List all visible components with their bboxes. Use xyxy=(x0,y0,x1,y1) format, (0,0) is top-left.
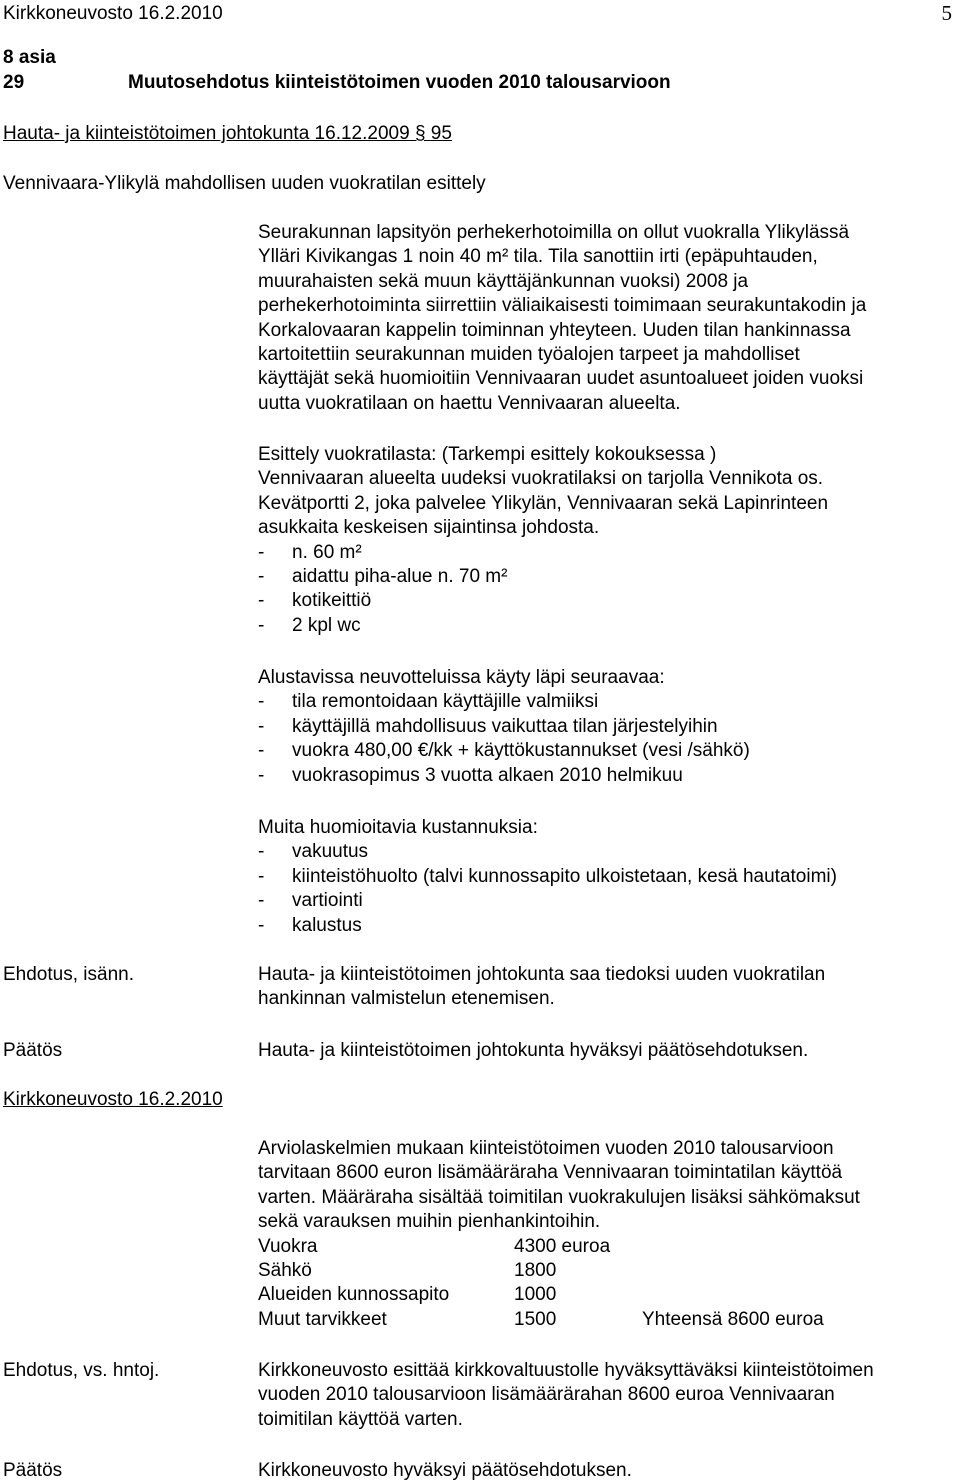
negotiation-item: - tila remontoidaan käyttäjille valmiiksi xyxy=(258,691,599,713)
budget-row: Alueiden kunnossapito 1000 xyxy=(258,1284,557,1306)
proposal2-text: Kirkkoneuvosto esittää kirkkovaltuustolle hyväksyttäväksi kiinteistötoimen vuoden 2010 talousarvioon lisämäärärahan 8600 euroa Vennivaaran toimitilan käyttöä varten. xyxy=(258,1360,874,1430)
subject-heading: Vennivaara-Ylikylä mahdollisen uuden vuokratilan esittely xyxy=(3,173,486,194)
intro-paragraph xyxy=(258,221,958,416)
negotiations-section xyxy=(258,666,958,788)
decision1-label: Päätös xyxy=(3,1040,63,1061)
estimate-line: tarvitaan 8600 euron lisämääräraha Vennivaaran toimintatilan käyttöä xyxy=(258,1162,843,1184)
budget-row: Sähkö 1800 xyxy=(258,1260,557,1282)
item-number: 29 xyxy=(3,72,25,93)
decision1-text: Hauta- ja kiinteistötoimen johtokunta hyväksyi päätösehdotuksen. xyxy=(258,1040,809,1061)
estimate-line: varten. Määräraha sisältää toimitilan vuokrakulujen lisäksi sähkömaksut xyxy=(258,1186,860,1208)
intro-line: perhekerhotoiminta siirrettiin väliaikaisesti toimimaan seurakuntakodin ja xyxy=(258,295,867,317)
page-number: 5 xyxy=(941,1,952,25)
page-header-left: Kirkkoneuvosto 16.2.2010 xyxy=(3,3,223,24)
feature-item: - 2 kpl wc xyxy=(258,614,361,636)
decision2-label: Päätös xyxy=(3,1460,63,1481)
estimate-line: Arviolaskelmien mukaan kiinteistötoimen vuoden 2010 talousarvioon xyxy=(258,1138,834,1159)
feature-item: - n. 60 m² xyxy=(258,541,362,563)
presentation-line: Esittely vuokratilasta: (Tarkempi esittely kokouksessa ) xyxy=(258,444,717,465)
reference-section: 95 xyxy=(430,123,452,144)
negotiation-item: - vuokra 480,00 €/kk + käyttökustannukset (vesi /sähkö) xyxy=(258,740,750,762)
reference-body: Hauta- ja kiinteistötoimen johtokunta 16.12.2009 xyxy=(3,123,410,144)
cost-item: - vakuutus xyxy=(258,841,369,863)
costs-section xyxy=(258,816,958,938)
proposal1-text: Hauta- ja kiinteistötoimen johtokunta saa tiedoksi uuden vuokratilan hankinnan valmistelun etenemisen. xyxy=(258,964,826,1010)
cost-item: - kiinteistöhuolto (talvi kunnossapito ulkoistetaan, kesä hautatoimi) xyxy=(258,865,837,887)
feature-item: - aidattu piha-alue n. 70 m² xyxy=(258,566,508,588)
estimate-line: sekä varauksen muihin pienhankintoihin. xyxy=(258,1211,601,1233)
estimate-section xyxy=(258,1137,958,1332)
negotiations-intro: Alustavissa neuvotteluissa käyty läpi seuraavaa: xyxy=(258,667,665,688)
costs-intro: Muita huomioitavia kustannuksia: xyxy=(258,817,538,838)
intro-line: Korkalovaaran kappelin toiminnan yhteyteen. Uuden tilan hankinnassa xyxy=(258,319,851,341)
presentation-line: asukkaita keskeisen sijaintinsa johdosta. xyxy=(258,517,600,539)
intro-line: kartoitettiin seurakunnan muiden työalojen tarpeet ja mahdolliset xyxy=(258,344,800,366)
council-heading: Kirkkoneuvosto 16.2.2010 xyxy=(3,1089,223,1110)
proposal1-label: Ehdotus, isänn. xyxy=(3,964,134,985)
reference-line xyxy=(3,122,452,146)
section-sign: § xyxy=(414,123,426,144)
presentation-line: Vennivaaran alueelta uudeksi vuokratilaksi on tarjolla Vennikota os. xyxy=(258,468,824,490)
negotiation-item: - käyttäjillä mahdollisuus vaikuttaa tilan järjestelyihin xyxy=(258,715,718,737)
intro-line: Seurakunnan lapsityön perhekerhotoimilla on ollut vuokralla Ylikylässä xyxy=(258,222,850,243)
feature-item: - kotikeittiö xyxy=(258,590,372,612)
presentation-line: Kevätportti 2, joka palvelee Ylikylän, Vennivaaran sekä Lapinrinteen xyxy=(258,492,829,514)
item-asia: 8 asia xyxy=(3,47,56,68)
intro-line: muurahaisten sekä muun käyttäjänkunnan vuoksi) 2008 ja xyxy=(258,270,749,292)
budget-row: Vuokra 4300 euroa xyxy=(258,1235,611,1257)
negotiation-item: - vuokrasopimus 3 vuotta alkaen 2010 helmikuu xyxy=(258,764,683,786)
intro-line: Ylläri Kivikangas 1 noin 40 m² tila. Tila sanottiin irti (epäpuhtauden, xyxy=(258,246,818,268)
cost-item: - vartiointi xyxy=(258,890,363,912)
decision2-text: Kirkkoneuvosto hyväksyi päätösehdotuksen. xyxy=(258,1460,632,1481)
proposal2-label: Ehdotus, vs. hntoj. xyxy=(3,1360,160,1381)
cost-item: - kalustus xyxy=(258,914,362,936)
item-title: Muutosehdotus kiinteistötoimen vuoden 2010 talousarvioon xyxy=(128,72,671,93)
budget-row: Muut tarvikkeet 1500 Yhteensä 8600 euroa xyxy=(258,1308,824,1330)
intro-line: uutta vuokratilaan on haettu Vennivaaran alueelta. xyxy=(258,392,681,414)
intro-line: käyttäjät sekä huomioitiin Vennivaaran uudet asuntoalueet joiden vuoksi xyxy=(258,368,864,390)
presentation-paragraph xyxy=(258,443,958,638)
